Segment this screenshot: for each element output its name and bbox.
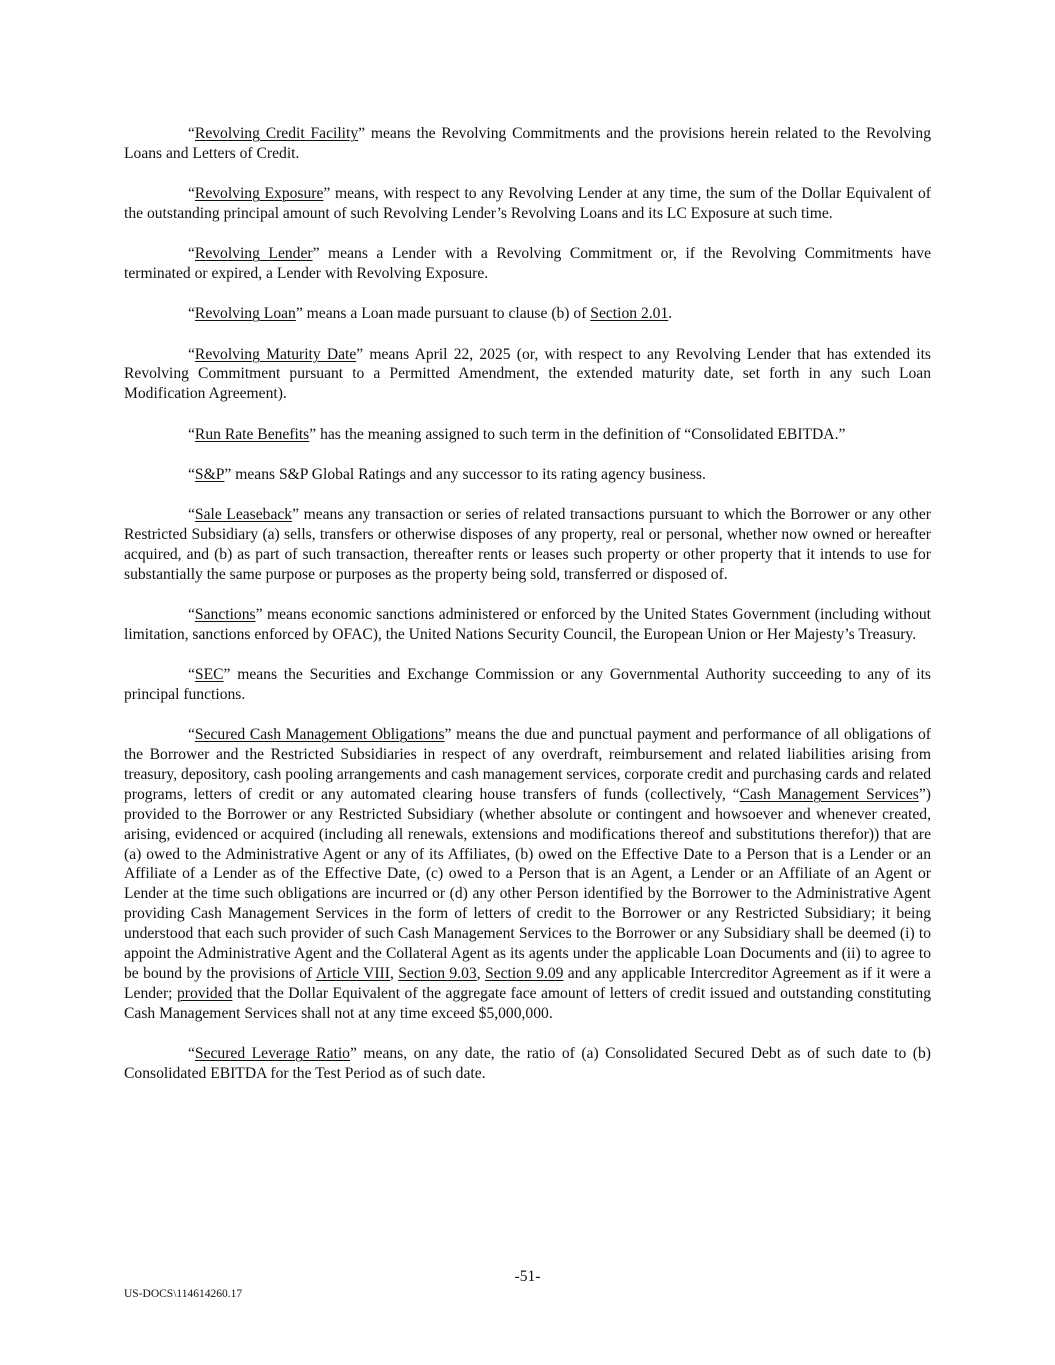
definition-sale-leaseback: “Sale Leaseback” means any transaction or series of related transactions pursuant to which the Borrower or any other Restricted Subsidiary (a) sells, transfers or otherwise disposes of any property, real or personal, whether now owned or hereafter acquired, and (b) as part of such transaction, thereafter rents or leases such property or other property that it intends to use for substantially the same purpose or purposes as the property being sold, transferred or disposed of. [124, 505, 931, 583]
defined-term: Run Rate Benefits [194, 425, 310, 443]
section-reference: Article VIII [315, 964, 390, 982]
definition-text: means April 22, 2025 (or, with respect to any Revolving Lender that has extended its Revolving Commitment pursuant to a Permitted Amendment, the extended maturity date, set forth in any such Loan Modification Agreement). [124, 345, 931, 403]
definition-text: means, with respect to any Revolving Lender at any time, the sum of the Dollar Equivalent of the outstanding principal amount of such Revolving Lender’s Revolving Loans and its LC Exposure at such time. [124, 185, 931, 223]
definition-text: . [668, 305, 673, 323]
definition-text: has the meaning assigned to such term in the definition of “Consolidated EBITDA.” [316, 425, 846, 443]
defined-term: Secured Cash Management Obligations [194, 726, 445, 744]
definition-text: means a Lender with a Revolving Commitment or, if the Revolving Commitments have terminated or expired, a Lender with Revolving Exposure. [124, 245, 931, 283]
defined-term: Revolving Credit Facility [194, 125, 359, 142]
definition-revolving-exposure: “Revolving Exposure” means, with respect to any Revolving Lender at any time, the sum of the Dollar Equivalent of the outstanding principal amount of such Revolving Lender’s Revolving Loans and its LC Exposure at such time. [124, 185, 931, 223]
definition-text: that the Dollar Equivalent of the aggregate face amount of letters of credit issued and outstanding constituting Cash Management Services shall not at any time exceed $5,000,000. [124, 984, 931, 1022]
definition-text: ”) provided to the Borrower or any Restricted Subsidiary (whether absolute or contingent and howsoever and whenever created, arising, evidenced or acquired (including all renewals, extensions and modifications thereof and substitutions therefor)) that are (a) owed to the Administrative Agent or any of its Affiliates, (b) owed on the Effective Date to a Person that is a Lender or an Affiliate of a Lender as of the Effective Date, (c) owed to a Person that is an Agent, a Lender or an Affiliate of an Agent or Lender at the time such obligations are incurred or (d) any other Person identified by the Borrower to the Administrative Agent providing Cash Management Services in the form of letters of credit to the Borrower or any Restricted Subsidiary; it being understood that each such provider of such Cash Management Services to the Borrower or any Subsidiary shall be deemed (i) to appoint the Administrative Agent and the Collateral Agent as its agents under the applicable Loan Documents and (ii) to agree to be bound by the provisions of [124, 785, 931, 982]
definition-text: means, on any date, the ratio of (a) Consolidated Secured Debt as of such date to (b) Consolidated EBITDA for the Test Period as of such date. [124, 1044, 931, 1082]
defined-term: S&P [194, 465, 225, 483]
definition-text: means a Loan made pursuant to clause (b) of [302, 305, 591, 323]
separator: , [389, 964, 399, 982]
separator: , [476, 964, 485, 982]
defined-term: SEC [194, 665, 224, 683]
definition-run-rate-benefits: “Run Rate Benefits” has the meaning assigned to such term in the definition of “Consolidated EBITDA.” [188, 425, 846, 443]
defined-term: Cash Management Services [739, 785, 919, 803]
document-id: US-DOCS\114614260.17 [124, 1288, 243, 1300]
definition-text: means any transaction or series of related transactions pursuant to which the Borrower or any other Restricted Subsidiary (a) sells, transfers or otherwise disposes of any property, real or personal, whether now owned or hereafter acquired, and (b) as part of such transaction, thereafter rents or leases such property or other property that it intends to use for substantially the same purpose or purposes as the property being sold, transferred or disposed of. [124, 505, 931, 583]
definition-text: means S&P Global Ratings and any successor to its rating agency business. [231, 465, 706, 483]
definition-revolving-maturity-date: “Revolving Maturity Date” means April 22, 2025 (or, with respect to any Revolving Lender that has extended its Revolving Commitment pursuant to a Permitted Amendment, the extended maturity date, set forth in any such Loan Modification Agreement). [124, 345, 931, 403]
definition-sanctions: “Sanctions” means economic sanctions administered or enforced by the United States Government (including without limitation, sanctions enforced by OFAC), the United Nations Security Council, the European Union or Her Majesty’s Treasury. [124, 605, 931, 643]
definition-secured-cash-management-obligations: “Secured Cash Management Obligations” means the due and punctual payment and performance of all obligations of the Borrower and the Restricted Subsidiaries in respect of any overdraft, reimbursement and related liabilities arising from treasury, depository, cash pooling arrangements and cash management services, corporate credit and purchasing cards and related programs, letters of credit or any automated clearing house transfers of funds (collectively, “Cash Management Services”) provided to the Borrower or any Restricted Subsidiary (whether absolute or contingent and howsoever and whenever created, arising, evidenced or acquired (including all renewals, extensions and modifications thereof and substitutions therefor)) that are (a) owed to the Administrative Agent or any of its Affiliates, (b) owed on the Effective Date to a Person that is a Lender or an Affiliate of a Lender as of the Effective Date, (c) owed to a Person that is an Agent, a Lender or an Affiliate of an Agent or Lender at the time such obligations are incurred or (d) any other Person identified by the Borrower to the Administrative Agent providing Cash Management Services in the form of letters of credit to the Borrower or any Restricted Subsidiary; it being understood that each such provider of such Cash Management Services to the Borrower or any Subsidiary shall be deemed (i) to appoint the Administrative Agent and the Collateral Agent as its agents under the applicable Loan Documents and (ii) to agree to be bound by the provisions of Article VIII, Section 9.03, Section 9.09 and any applicable Intercreditor Agreement as if it were a Lender; provided that the Dollar Equivalent of the aggregate face amount of letters of credit issued and outstanding constituting Cash Management Services shall not at any time exceed $5,000,000. [124, 726, 932, 1022]
definition-text: means the Securities and Exchange Commission or any Governmental Authority succeeding to any of its principal functions. [124, 665, 931, 703]
defined-term: Sale Leaseback [194, 505, 293, 523]
definition-secured-leverage-ratio: “Secured Leverage Ratio” means, on any date, the ratio of (a) Consolidated Secured Debt as of such date to (b) Consolidated EBITDA for the Test Period as of such date. [124, 1044, 931, 1082]
defined-term: Sanctions [194, 605, 256, 623]
defined-term: Revolving Exposure [194, 185, 324, 203]
definition-revolving-loan: “Revolving Loan” means a Loan made pursuant to clause (b) of Section 2.01. [188, 305, 673, 323]
defined-term: Revolving Lender [194, 245, 313, 263]
section-reference: Section 2.01 [590, 305, 669, 323]
definition-revolving-lender: “Revolving Lender” means a Lender with a Revolving Commitment or, if the Revolving Commitments have terminated or expired, a Lender with Revolving Exposure. [124, 245, 931, 283]
section-reference: Section 9.03 [398, 964, 477, 982]
definition-text: means the Revolving Commitments and the provisions herein related to the Revolving Loans and Letters of Credit. [124, 125, 931, 162]
section-reference: Section 9.09 [484, 964, 564, 982]
defined-term: Revolving Loan [194, 305, 296, 323]
defined-term: Secured Leverage Ratio [194, 1044, 350, 1062]
page-number: -51- [514, 1268, 541, 1285]
document-body [124, 124, 931, 1104]
definition-text: means economic sanctions administered or enforced by the United States Government (including without limitation, sanctions enforced by OFAC), the United Nations Security Council, the European Union or Her Majesty’s Treasury. [124, 605, 931, 643]
definition-text: means the due and punctual payment and performance of all obligations of the Borrower and the Restricted Subsidiaries in respect of any overdraft, reimbursement and related liabilities arising from treasury, depository, cash pooling arrangements and cash management services, corporate credit and purchasing cards and related programs, letters of credit or any automated clearing house transfers of funds (collectively, “ [124, 726, 931, 803]
definition-s-and-p: “S&P” means S&P Global Ratings and any successor to its rating agency business. [188, 465, 706, 483]
defined-term: Revolving Maturity Date [194, 345, 357, 363]
proviso-term: provided [176, 984, 233, 1002]
definition-revolving-credit-facility: “Revolving Credit Facility” means the Revolving Commitments and the provisions herein related to the Revolving Loans and Letters of Credit. [124, 125, 931, 162]
definition-text: and any applicable Intercreditor Agreement as if it were a Lender; [124, 964, 932, 1002]
definition-sec: “SEC” means the Securities and Exchange Commission or any Governmental Authority succeeding to any of its principal functions. [124, 665, 931, 703]
